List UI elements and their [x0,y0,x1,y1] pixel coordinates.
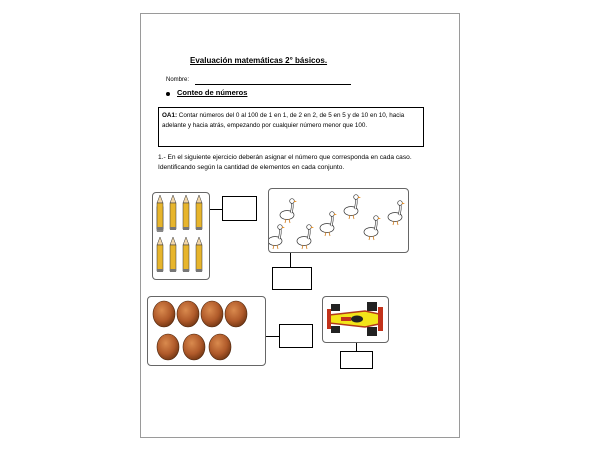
pencil-icon [183,195,189,230]
car-answer-box[interactable] [340,351,373,369]
goose-icon [388,201,405,225]
coin-icon [157,334,179,360]
car-card [322,296,389,343]
pencil-icon [157,195,163,230]
objective-text: Contar números del 0 al 100 de 1 en 1, de 2 en 2, de 5 en 5 y de 10 en 10, hacia adelante y hacia atrás, empezando por cualquier número menor que 100. [162,112,405,129]
goose-icon [297,225,314,249]
instruction-text: 1.- En el siguiente ejercicio deberán asignar el número que corresponda en cada caso. Identificando según la cantidad de elementos en cada conjunto. [158,154,412,171]
section-title: Conteo de números [177,88,248,97]
goose-icon [280,199,297,223]
pencil-icon [170,237,176,272]
pencil-icon [170,195,176,230]
geese-answer-box[interactable] [272,267,312,290]
coin-icon [153,301,175,327]
coin-icon [177,301,199,327]
coins-answer-box[interactable] [279,324,313,348]
objective-box [158,107,424,147]
name-label: Nombre: [166,77,190,83]
goose-icon [344,195,361,219]
geese-illustration [269,189,408,252]
goose-icon [364,216,381,240]
objective-code: OA1: [162,112,178,119]
coins-card [147,296,266,366]
goose-icon [269,225,285,249]
coin-icon [225,301,247,327]
car-connector [356,343,357,351]
pencils-connector [210,209,222,210]
coin-icon [209,334,231,360]
coin-icon [201,301,223,327]
coins-connector [266,336,279,337]
name-line [195,84,351,85]
pencil-icon [157,237,163,272]
geese-card [268,188,409,253]
bullet-icon [166,92,170,96]
worksheet-title: Evaluación matemáticas 2° básicos. [190,56,328,65]
pencil-icon [196,195,202,230]
geese-connector [290,253,291,267]
pencils-answer-box[interactable] [222,196,257,221]
goose-icon [320,212,337,236]
pencil-icon [183,237,189,272]
pencil-icon [196,237,202,272]
coin-icon [183,334,205,360]
pencils-illustration [153,193,209,279]
coins-illustration [148,297,265,365]
race-car-icon [323,297,388,342]
pencils-card [152,192,210,280]
